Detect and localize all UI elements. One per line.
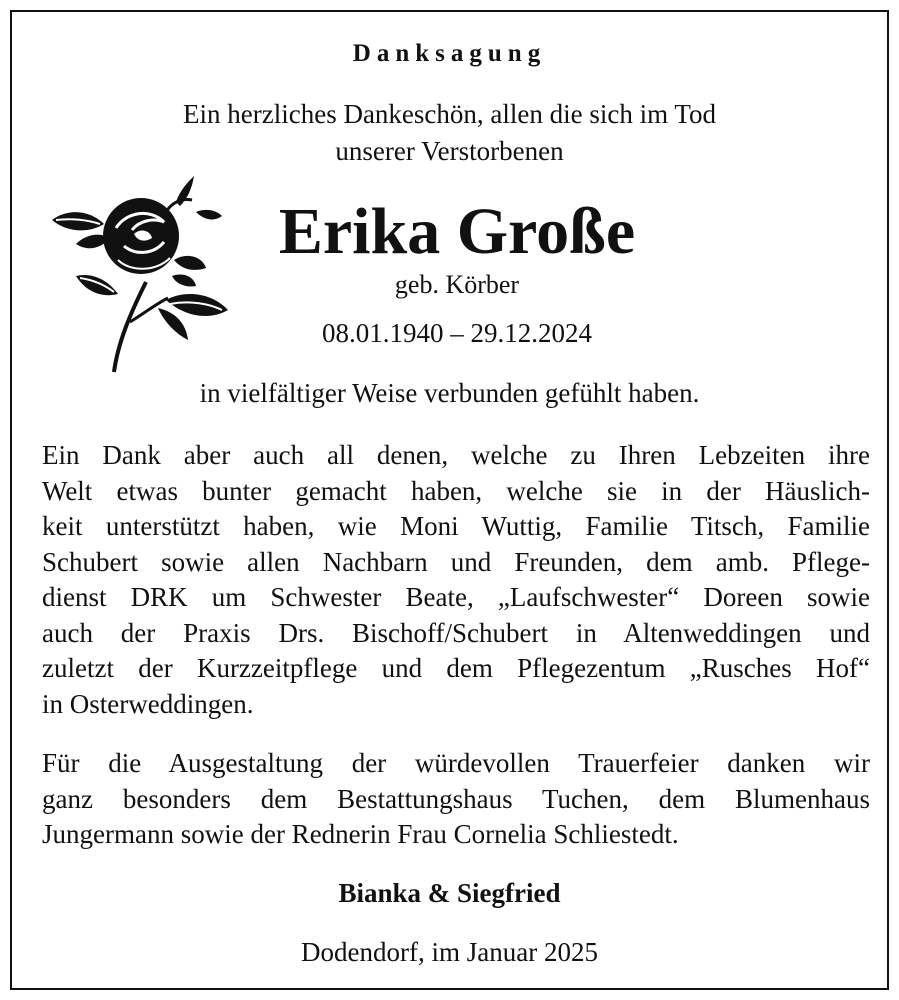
paragraph-line: auch der Praxis Drs. Bischoff/Schubert in Altenweddingen und — [42, 617, 870, 648]
birth-name: geb. Körber — [394, 270, 520, 299]
signature: Bianka & Siegfried — [338, 878, 561, 908]
paragraph-line: dienst DRK um Schwester Beate, „Laufschwester“ Doreen sowie — [42, 582, 870, 612]
place-date: Dodendorf, im Januar 2025 — [301, 937, 598, 967]
intro-line: unserer Verstorbenen — [335, 136, 564, 166]
paragraph-line: zuletzt der Kurzzeitpflege und dem Pflegezentum „Rusches Hof“ — [42, 653, 870, 683]
paragraph-line: keit unterstützt haben, wie Moni Wuttig, Familie Titsch, Familie — [42, 511, 870, 541]
ceremony-paragraph — [42, 746, 870, 853]
connection-text: in vielfältiger Weise verbunden gefühlt haben. — [199, 378, 700, 408]
paragraph-line: Für die Ausgestaltung der würdevollen Trauerfeier danken wir — [42, 748, 870, 778]
paragraph-line: ganz besonders dem Bestattungshaus Tuchen, dem Blumenhaus — [42, 783, 870, 814]
paragraph-line: in Osterweddingen. — [42, 688, 254, 719]
deceased-name: Erika Große — [278, 195, 636, 268]
notice-frame — [10, 10, 889, 990]
thanks-paragraph — [42, 438, 870, 722]
intro-text — [12, 96, 887, 170]
paragraph-line: Welt etwas bunter gemacht haben, welche sie in der Häuslich- — [42, 475, 870, 506]
paragraph-line: Jungermann sowie der Rednerin Frau Cornelia Schliestedt. — [42, 819, 679, 849]
life-dates: 08.01.1940 – 29.12.2024 — [322, 318, 592, 348]
notice-heading: Danksagung — [352, 40, 547, 67]
paragraph-line: Ein Dank aber auch all denen, welche zu Ihren Lebzeiten ihre — [42, 440, 870, 470]
paragraph-line: Schubert sowie allen Nachbarn und Freunden, dem amb. Pflege- — [42, 546, 870, 577]
intro-line: Ein herzliches Dankeschön, allen die sich im Tod — [183, 99, 716, 129]
